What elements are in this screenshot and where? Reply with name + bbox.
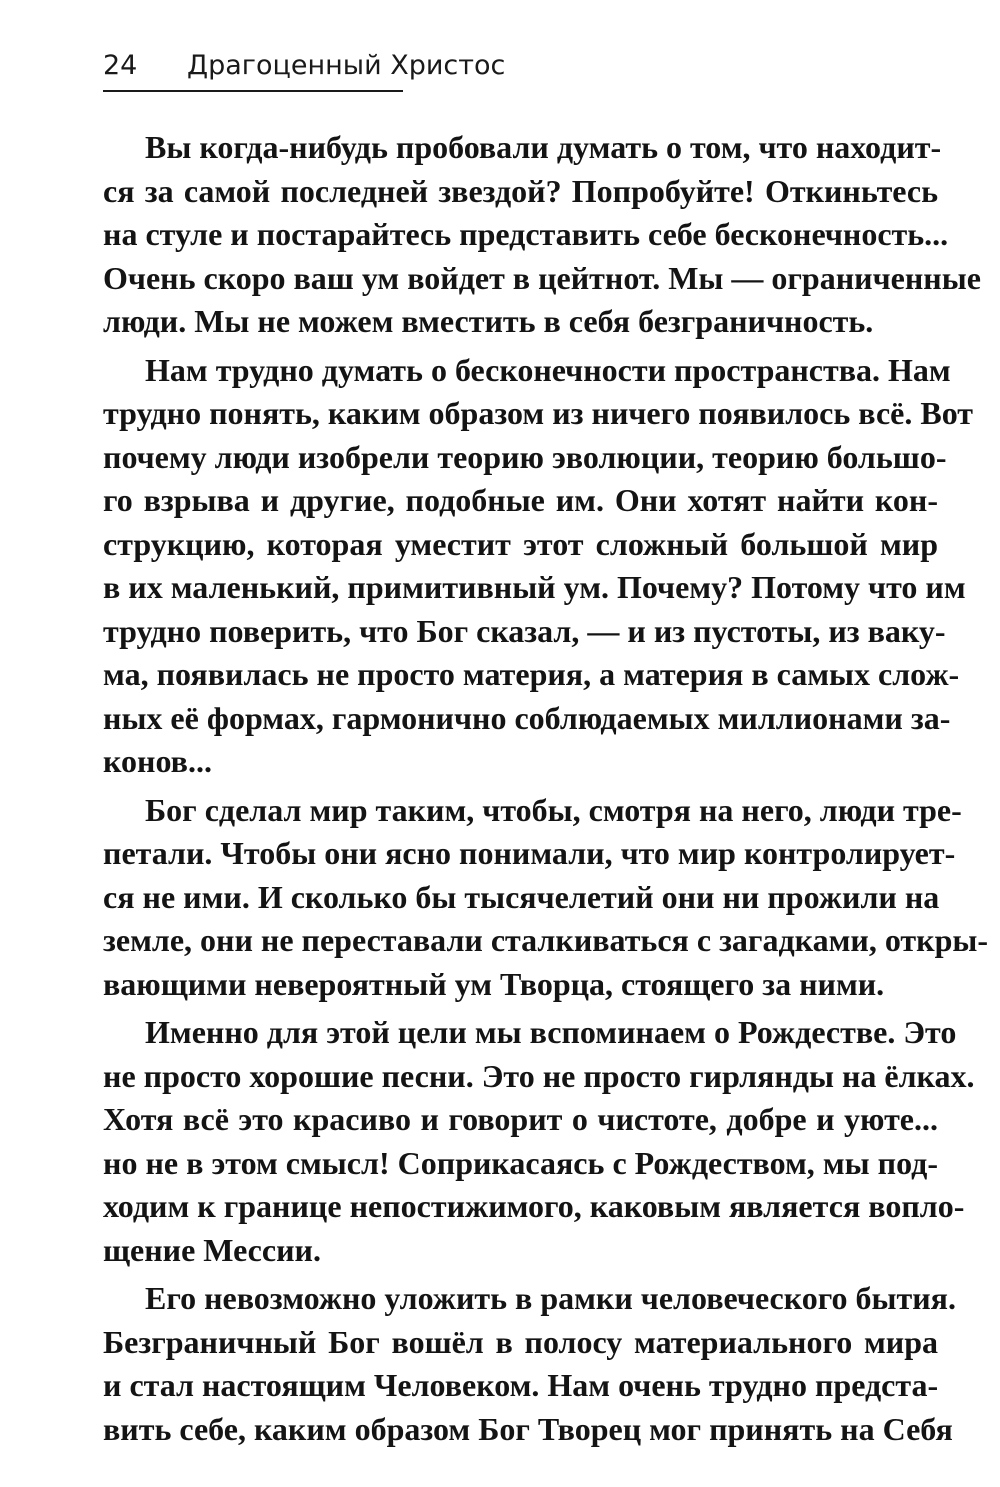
text-line: вить себе, каким образом Бог Творец мог принять на Себя xyxy=(103,1410,953,1447)
text-line: ходим к границе непостижимого, каковым является вопло- xyxy=(103,1188,965,1224)
running-head xyxy=(103,46,506,92)
text-line: почему люди изобрели теорию эволюции, теорию большо- xyxy=(103,438,947,475)
text-line: конов... xyxy=(103,743,212,779)
text-line: Его невозможно уложить в рамки человеческого бытия. xyxy=(145,1280,956,1316)
text-line: на стуле и постарайтесь представить себе бесконечность... xyxy=(103,216,949,252)
text-line: го взрыва и другие, подобные им. Они хотят найти кон- xyxy=(103,482,938,518)
text-line: Именно для этой цели мы вспоминаем о Рождестве. Это xyxy=(145,1014,957,1050)
text-line: щение Мессии. xyxy=(103,1231,321,1268)
text-line: петали. Чтобы они ясно понимали, что мир контролирует- xyxy=(103,835,956,871)
text-line: Бог сделал мир таким, чтобы, смотря на него, люди тре- xyxy=(145,791,962,828)
paragraph-3 xyxy=(103,789,988,1007)
page-number: 24 xyxy=(103,50,138,81)
text-line: ных её формах, гармонично соблюдаемых миллионами за- xyxy=(103,699,951,736)
text-line: Вы когда-нибудь пробовали думать о том, что находит- xyxy=(145,129,942,165)
body-text xyxy=(103,126,988,1456)
text-line: и стал настоящим Человеком. Нам очень трудно предста- xyxy=(103,1367,939,1403)
text-line: ся за самой последней звездой? Попробуйте! Откиньтесь xyxy=(103,172,938,209)
text-line: трудно понять, каким образом из ничего появилось всё. Вот xyxy=(103,395,974,431)
text-line: вающими невероятный ум Творца, стоящего за ними. xyxy=(103,965,885,1002)
paragraph-4 xyxy=(103,1011,975,1272)
text-line: но не в этом смысл! Соприкасаясь с Рождеством, мы под- xyxy=(103,1144,938,1181)
book-title: Драгоценный Христос xyxy=(187,50,506,81)
paragraph-5 xyxy=(103,1277,956,1451)
text-line: не просто хорошие песни. Это не просто гирлянды на ёлках. xyxy=(103,1057,975,1094)
paragraph-1 xyxy=(103,126,981,344)
text-line: струкцию, которая уместит этот сложный большой мир xyxy=(103,525,938,562)
text-line: ма, появилась не просто материя, а материя в самых слож- xyxy=(103,656,960,692)
text-line: люди. Мы не можем вместить в себя безграничность. xyxy=(103,303,874,339)
text-line: ся не ими. И сколько бы тысячелетий они ни прожили на xyxy=(103,878,940,915)
text-line: трудно поверить, что Бог сказал, — и из пустоты, из ваку- xyxy=(103,612,946,649)
paragraph-2 xyxy=(103,349,974,784)
text-line: Хотя всё это красиво и говорит о чистоте, добре и уюте... xyxy=(103,1101,938,1137)
text-line: Очень скоро ваш ум войдет в цейтнот. Мы — ограниченные xyxy=(103,259,981,296)
text-line: Безграничный Бог вошёл в полосу материального мира xyxy=(103,1323,938,1360)
text-line: в их маленький, примитивный ум. Почему? Потому что им xyxy=(103,569,966,605)
text-line: Нам трудно думать о бесконечности пространства. Нам xyxy=(145,351,951,388)
text-line: земле, они не переставали сталкиваться с загадками, откры- xyxy=(103,922,988,958)
